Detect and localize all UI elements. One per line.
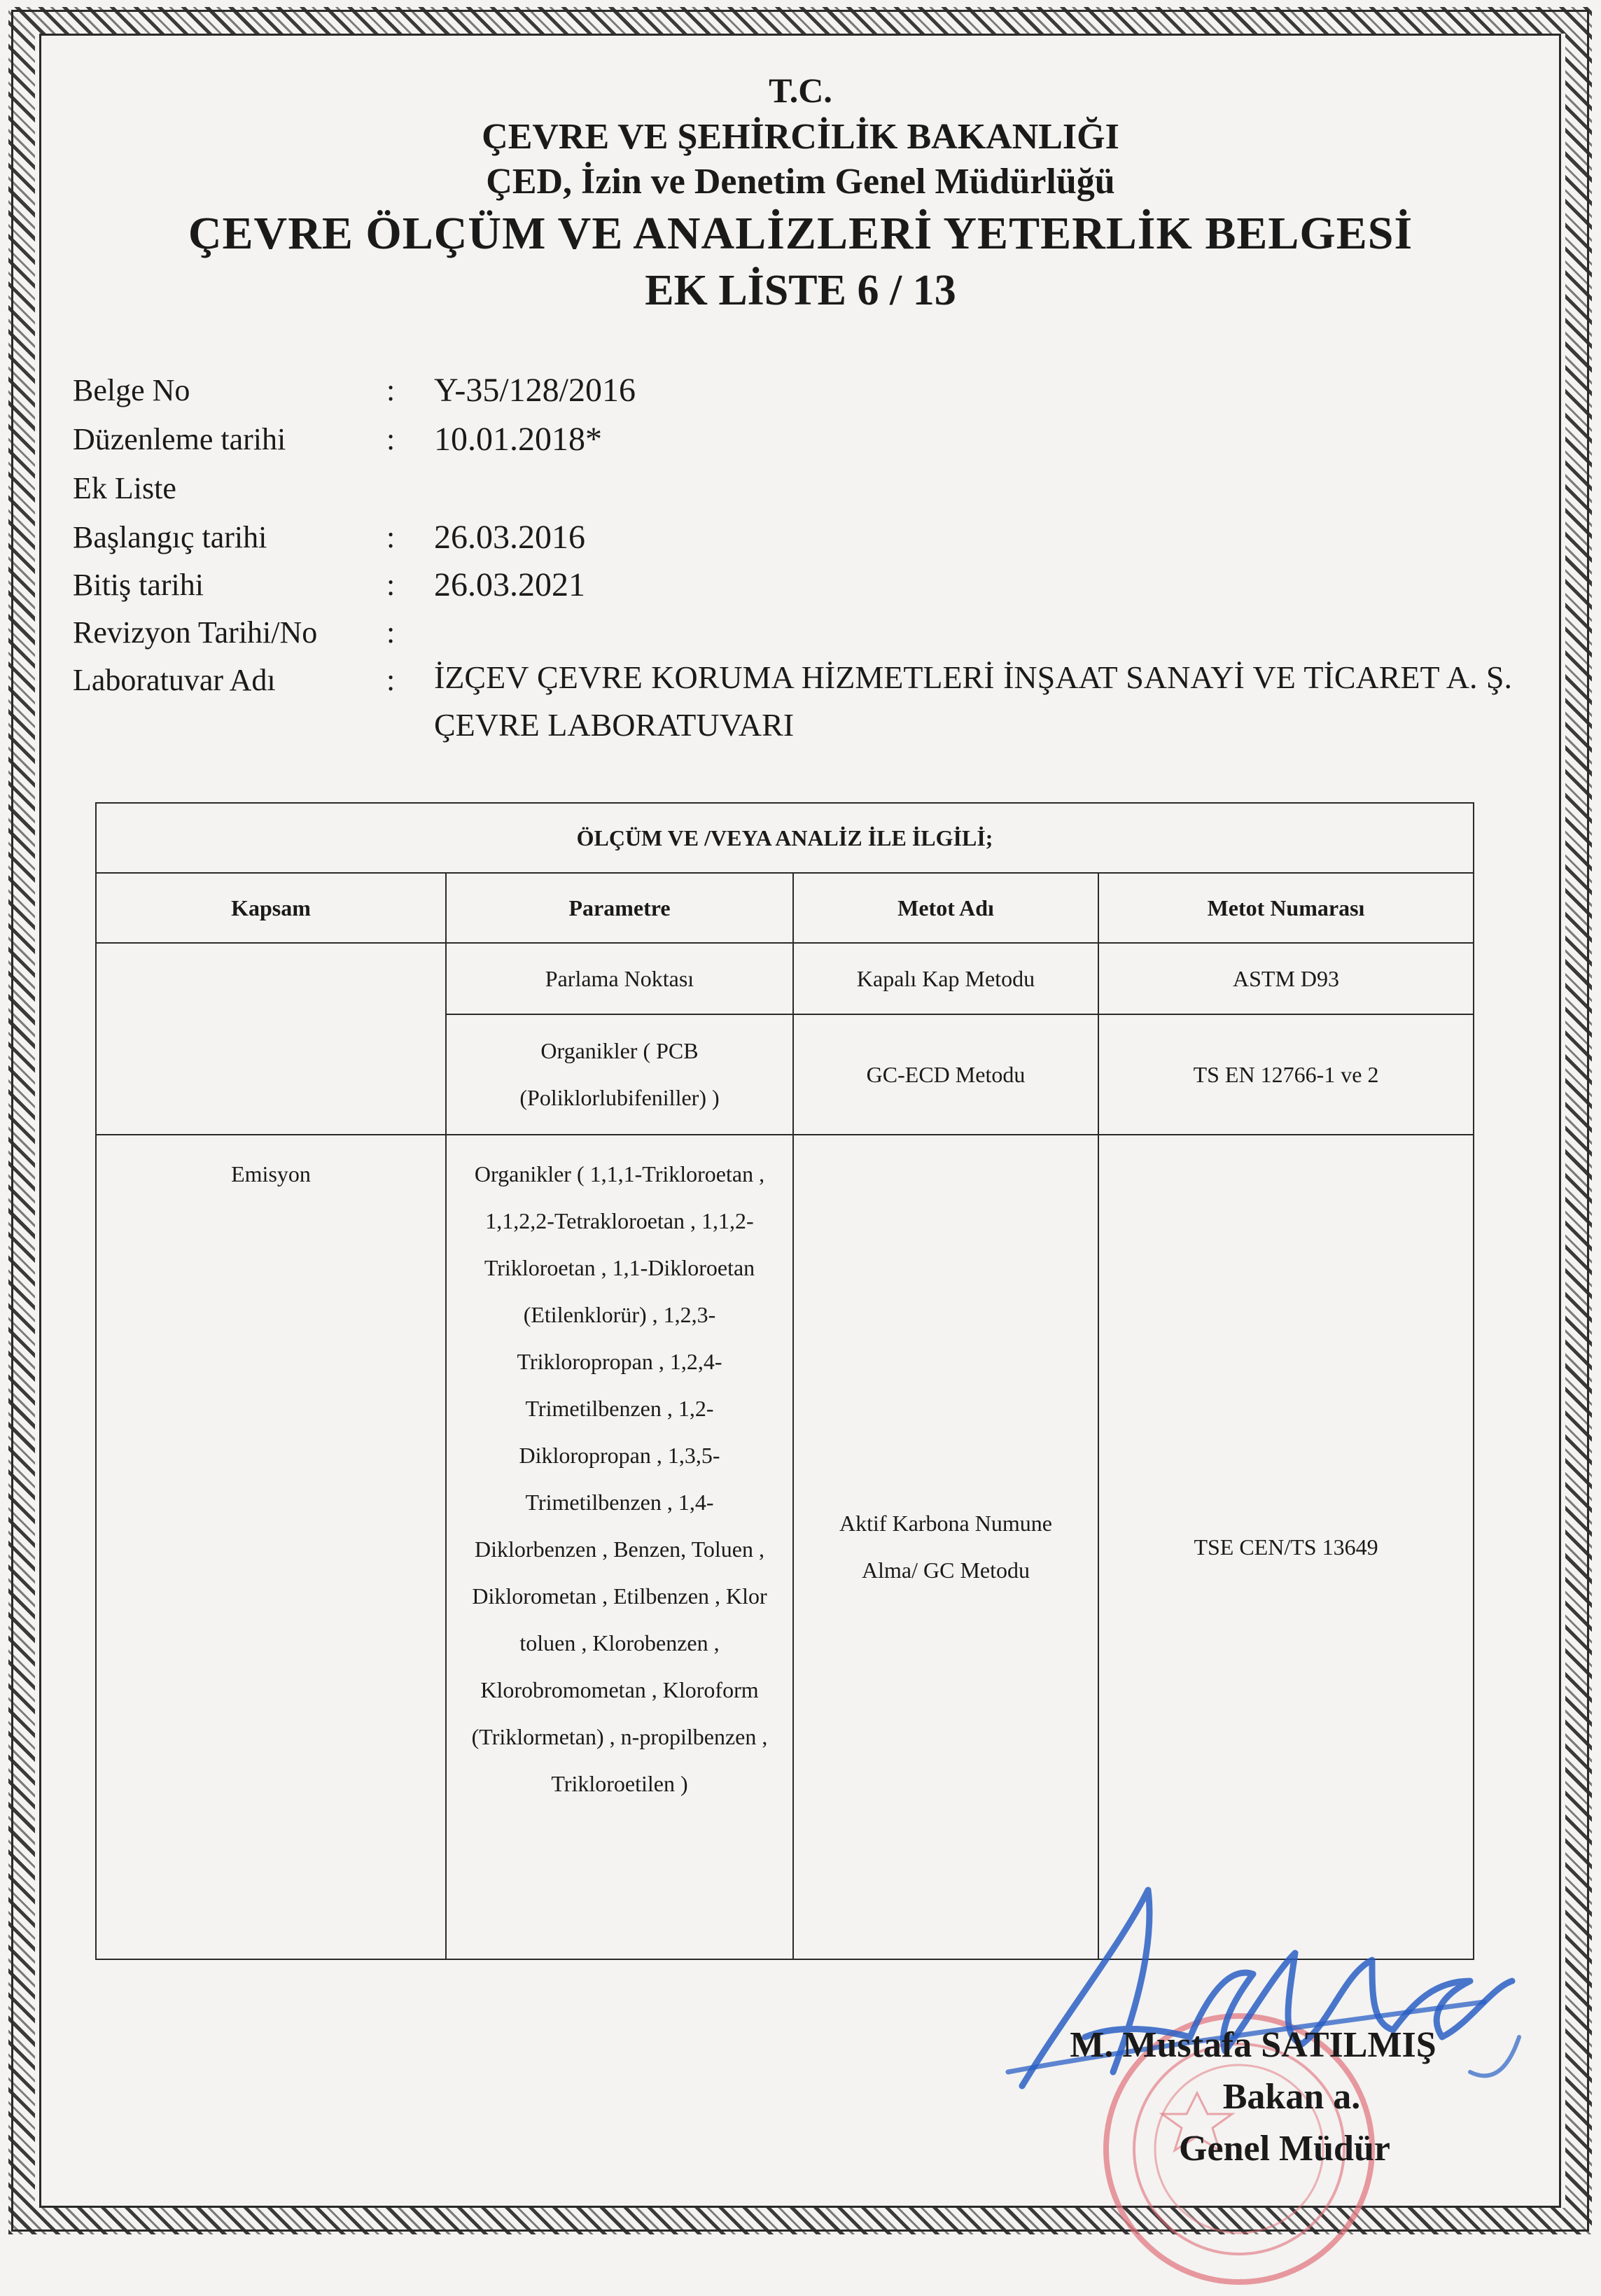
cell-metot-numarasi: TSE CEN/TS 13649: [1098, 1135, 1474, 1959]
laboratory-name: İZÇEV ÇEVRE KORUMA HİZMETLERİ İNŞAAT SANAYİ VE TİCARET A. Ş. ÇEVRE LABORATUVARI: [434, 659, 1512, 743]
table-section-title: ÖLÇÜM VE /VEYA ANALİZ İLE İLGİLİ;: [96, 803, 1474, 873]
cell-kapsam: Emisyon: [96, 1135, 446, 1959]
column-header-metot-numarasi: Metot Numarası: [1098, 873, 1474, 943]
signatory-title: Genel Müdür: [1179, 2129, 1390, 2169]
cell-parametre: Organikler ( PCB (Poliklorlubifeniller) ): [446, 1014, 793, 1135]
info-label: Ek Liste: [73, 471, 176, 505]
column-header-parametre: Parametre: [446, 873, 793, 943]
cell-metot-numarasi: ASTM D93: [1098, 943, 1474, 1014]
info-value: 26.03.2016: [434, 519, 585, 556]
cell-metot-adi: Kapalı Kap Metodu: [793, 943, 1098, 1014]
info-value: Y-35/128/2016: [434, 372, 636, 409]
info-label: Revizyon Tarihi/No: [73, 615, 318, 650]
document-title: ÇEVRE ÖLÇÜM VE ANALİZLERİ YETERLİK BELGESİ: [188, 208, 1413, 259]
header-ministry: ÇEVRE VE ŞEHİRCİLİK BAKANLIĞI: [482, 117, 1119, 157]
table-row: [96, 943, 1474, 1014]
info-label: Belge No: [73, 373, 190, 407]
cell-metot-adi: GC-ECD Metodu: [793, 1014, 1098, 1135]
info-value: 10.01.2018*: [434, 421, 602, 458]
info-colon: :: [386, 663, 396, 697]
info-colon: :: [386, 615, 396, 650]
info-label: Düzenleme tarihi: [73, 422, 286, 456]
info-value: 26.03.2021: [434, 566, 585, 603]
signatory-role: Bakan a.: [1222, 2077, 1361, 2117]
header-tc: T.C.: [769, 71, 832, 110]
header-directorate: ÇED, İzin ve Denetim Genel Müdürlüğü: [486, 162, 1115, 202]
scope-table: [95, 802, 1474, 1960]
column-header-kapsam: Kapsam: [96, 873, 446, 943]
info-label: Bitiş tarihi: [73, 568, 204, 602]
info-colon: :: [386, 568, 396, 602]
info-colon: :: [386, 422, 396, 456]
signatory-name: M. Mustafa SATILMIŞ: [1070, 2025, 1436, 2065]
cell-metot-adi: Aktif Karbona Numune Alma/ GC Metodu: [793, 1135, 1098, 1959]
column-header-metot-adi: Metot Adı: [793, 873, 1098, 943]
cell-metot-numarasi: TS EN 12766-1 ve 2: [1098, 1014, 1474, 1135]
document-subtitle: EK LİSTE 6 / 13: [645, 267, 956, 314]
table-row: [96, 1135, 1474, 1959]
info-colon: :: [386, 373, 396, 407]
info-label: Laboratuvar Adı: [73, 663, 276, 697]
cell-kapsam: [96, 943, 446, 1014]
cell-parametre: Organikler ( 1,1,1-Trikloroetan , 1,1,2,2-Tetrakloroetan , 1,1,2-Trikloroetan , 1,1-Dikloroetan (Etilenklorür) , 1,2,3-Trikloropropan , 1,2,4-Trimetilbenzen , 1,2-Dikloropropan , 1,3,5-Trimetilbenzen , 1,4-Diklorbenzen , Benzen, Toluen , Diklorometan , Etilbenzen , Klor toluen , Klorobenzen , Klorobromometan , Kloroform (Triklormetan) , n-propilbenzen , Trikloroetilen ): [446, 1135, 793, 1959]
cell-parametre: Parlama Noktası: [446, 943, 793, 1014]
table-row: [96, 1014, 1474, 1135]
info-colon: :: [386, 520, 396, 554]
info-label: Başlangıç tarihi: [73, 520, 267, 554]
cell-kapsam: [96, 1014, 446, 1135]
